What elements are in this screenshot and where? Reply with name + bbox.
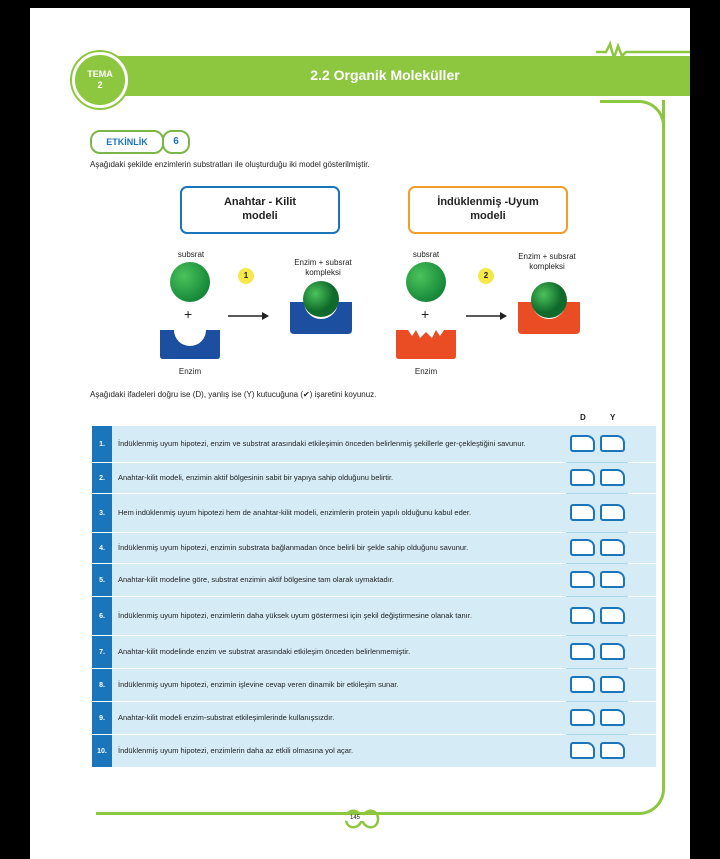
complex-label-2-line2: kompleksi <box>529 262 565 271</box>
true-checkbox[interactable] <box>570 539 595 556</box>
true-checkbox[interactable] <box>570 709 595 726</box>
statement-number: 2. <box>92 463 112 493</box>
statement-text: İndüklenmiş uyum hipotezi, enzimin işlevine cevap veren dinamik bir etkileşim sunar. <box>112 669 656 701</box>
complex-label-1-line2: kompleksi <box>305 268 341 277</box>
statement-text: İndüklenmiş uyum hipotezi, enzim ve substrat arasındaki etkileşimin önceden belirlenmiş şekillerle ger-çekleştiğini savunur. <box>112 426 656 462</box>
true-checkbox[interactable] <box>570 469 595 486</box>
complex-label-1-line1: Enzim + subsrat <box>294 258 352 267</box>
enzyme-substrate-complex-1-icon <box>288 280 354 336</box>
complex-label-1 <box>286 258 360 278</box>
false-checkbox[interactable] <box>600 607 625 624</box>
statement-text: Anahtar-kilit modelinde enzim ve substrat arasındaki etkileşim önceden belirlenmemiştir. <box>112 636 656 668</box>
statement-number: 3. <box>92 494 112 532</box>
induced-fit-model-subtitle: modeli <box>470 210 506 222</box>
enzyme-label-2: Enzim <box>414 367 438 376</box>
statement-number: 8. <box>92 669 112 701</box>
statement-number: 1. <box>92 426 112 462</box>
false-checkbox[interactable] <box>600 643 625 660</box>
column-header-y: Y <box>610 413 616 422</box>
statement-text: İndüklenmiş uyum hipotezi, enzimlerin daha az etkili olmasına yol açar. <box>112 735 656 767</box>
enzyme-flexible-shape-icon <box>394 326 458 360</box>
statement-text: İndüklenmiş uyum hipotezi, enzimin substrata bağlanmadan önce belirli bir şekle sahip olduğunu savunur. <box>112 533 656 563</box>
statement-text: Anahtar-kilit modeline göre, substrat enzimin aktif bölgesine tam olarak uymaktadır. <box>112 564 656 596</box>
content-frame-corner <box>600 100 665 143</box>
step-badge-1: 1 <box>238 268 254 284</box>
statement-number: 5. <box>92 564 112 596</box>
step-badge-2: 2 <box>478 268 494 284</box>
substrate-label-2: subsrat <box>412 250 440 259</box>
arrow-right-icon-2 <box>466 310 508 322</box>
false-checkbox[interactable] <box>600 435 625 452</box>
activity-number: 6 <box>162 130 190 154</box>
true-checkbox[interactable] <box>570 742 595 759</box>
theme-word: TEMA <box>87 69 113 79</box>
true-checkbox[interactable] <box>570 643 595 660</box>
statement-text: Anahtar-kilit modeli enzim-substrat etkileşimlerinde kullanışsızdır. <box>112 702 656 734</box>
induced-fit-model-title: İndüklenmiş -Uyum <box>437 196 539 208</box>
enzyme-lock-shape-icon <box>158 326 222 360</box>
enzyme-substrate-complex-2-icon <box>516 280 582 336</box>
lock-key-model-title: Anahtar - Kilit <box>223 196 297 208</box>
true-checkbox[interactable] <box>570 607 595 624</box>
true-checkbox[interactable] <box>570 435 595 452</box>
true-checkbox[interactable] <box>570 504 595 521</box>
lock-key-model-subtitle: modeli <box>242 210 278 222</box>
substrate-ball-2 <box>406 262 446 302</box>
statement-number: 9. <box>92 702 112 734</box>
true-checkbox[interactable] <box>570 676 595 693</box>
enzyme-label-1: Enzim <box>178 367 202 376</box>
true-checkbox[interactable] <box>570 571 595 588</box>
lock-key-model-box <box>180 186 340 234</box>
activity-label: ETKİNLİK <box>90 130 164 154</box>
page-number: 145 <box>344 815 366 821</box>
induced-fit-model-box <box>408 186 568 234</box>
statement-number: 7. <box>92 636 112 668</box>
statement-text: Hem indüklenmiş uyum hipotezi hem de anahtar-kilit modeli, enzimlerin protein yapılı olduğunu kabul eder. <box>112 494 656 532</box>
statement-number: 10. <box>92 735 112 767</box>
false-checkbox[interactable] <box>600 571 625 588</box>
question-text: Aşağıdaki ifadeleri doğru ise (D), yanlış ise (Y) kutucuğuna (✔) işaretini koyunuz. <box>90 390 377 399</box>
false-checkbox[interactable] <box>600 539 625 556</box>
column-header-d: D <box>580 413 586 422</box>
false-checkbox[interactable] <box>600 504 625 521</box>
false-checkbox[interactable] <box>600 742 625 759</box>
statement-number: 6. <box>92 597 112 635</box>
statement-number: 4. <box>92 533 112 563</box>
plus-sign-2: + <box>421 306 430 322</box>
complex-label-2-line1: Enzim + subsrat <box>518 252 576 261</box>
substrate-ball-1 <box>170 262 210 302</box>
complex-label-2 <box>508 252 586 272</box>
arrow-right-icon <box>228 310 270 322</box>
substrate-label-1: subsrat <box>177 250 205 259</box>
statement-text: İndüklenmiş uyum hipotezi, enzimlerin daha yüksek uyum göstermesi için şekil değiştirmesine olanak tanır. <box>112 597 656 635</box>
false-checkbox[interactable] <box>600 469 625 486</box>
theme-number: 2 <box>97 80 103 90</box>
false-checkbox[interactable] <box>600 676 625 693</box>
statement-text: Anahtar-kilit modeli, enzimin aktif bölgesinin sabit bir yapıya sahip olduğunu belirtir. <box>112 463 656 493</box>
intro-text: Aşağıdaki şekilde enzimlerin substratları ile oluşturduğu iki model gösterilmiştir. <box>90 160 370 169</box>
page-title: 2.2 Organik Moleküller <box>310 67 460 83</box>
wave-decoration-icon <box>596 40 696 64</box>
false-checkbox[interactable] <box>600 709 625 726</box>
plus-sign-1: + <box>184 306 193 322</box>
